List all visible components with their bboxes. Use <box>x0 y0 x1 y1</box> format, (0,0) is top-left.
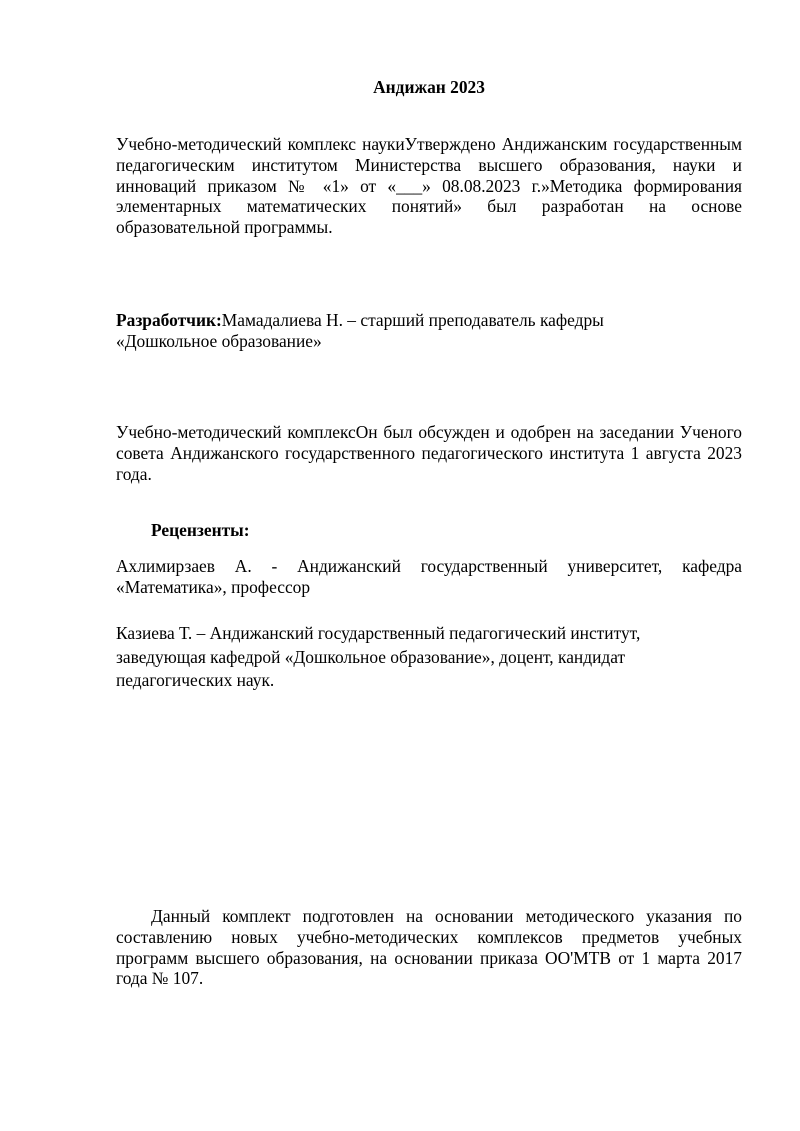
developer-label: Разработчик: <box>116 310 222 330</box>
developer-name: Мамадалиева Н. – старший преподаватель кафедры <box>221 310 604 330</box>
developer-line <box>116 310 742 331</box>
developer-section <box>116 310 742 352</box>
approval-paragraph: Учебно-методический комплекс наукиУтверждено Андижанским государственным педагогическим институтом Министерства высшего образования, науки и инноваций приказом № «1» от «___» 08.08.2023 г.»Методика формирования элементарных математических понятий» был разработан на основе образовательной программы. <box>116 134 742 238</box>
developer-department: «Дошкольное образование» <box>116 330 322 351</box>
reviewer-second-line-3: педагогических наук. <box>116 670 275 690</box>
reviewer-second <box>116 622 742 693</box>
discussion-paragraph: Учебно-методический комплексОн был обсужден и одобрен на заседании Ученого совета Андижанского государственного педагогического института 1 августа 2023 года. <box>116 422 742 484</box>
reviewer-first: Ахлимирзаев А. - Андижанский государственный университет, кафедра «Математика», профессор <box>116 556 742 597</box>
document-title: Андижан 2023 <box>373 77 485 97</box>
reviewer-second-line-1: Казиева Т. – Андижанский государственный педагогический институт, <box>116 623 641 643</box>
reviewer-second-line-2: заведующая кафедрой «Дошкольное образование», доцент, кандидат <box>116 646 626 667</box>
footer-note-paragraph: Данный комплект подготовлен на основании методического указания по составлению новых учебно-методических комплексов предметов учебных программ высшего образования, на основании приказа ОО'МТВ от 1 марта 2017 года № 107. <box>116 906 742 989</box>
reviewers-heading: Рецензенты: <box>151 520 250 540</box>
